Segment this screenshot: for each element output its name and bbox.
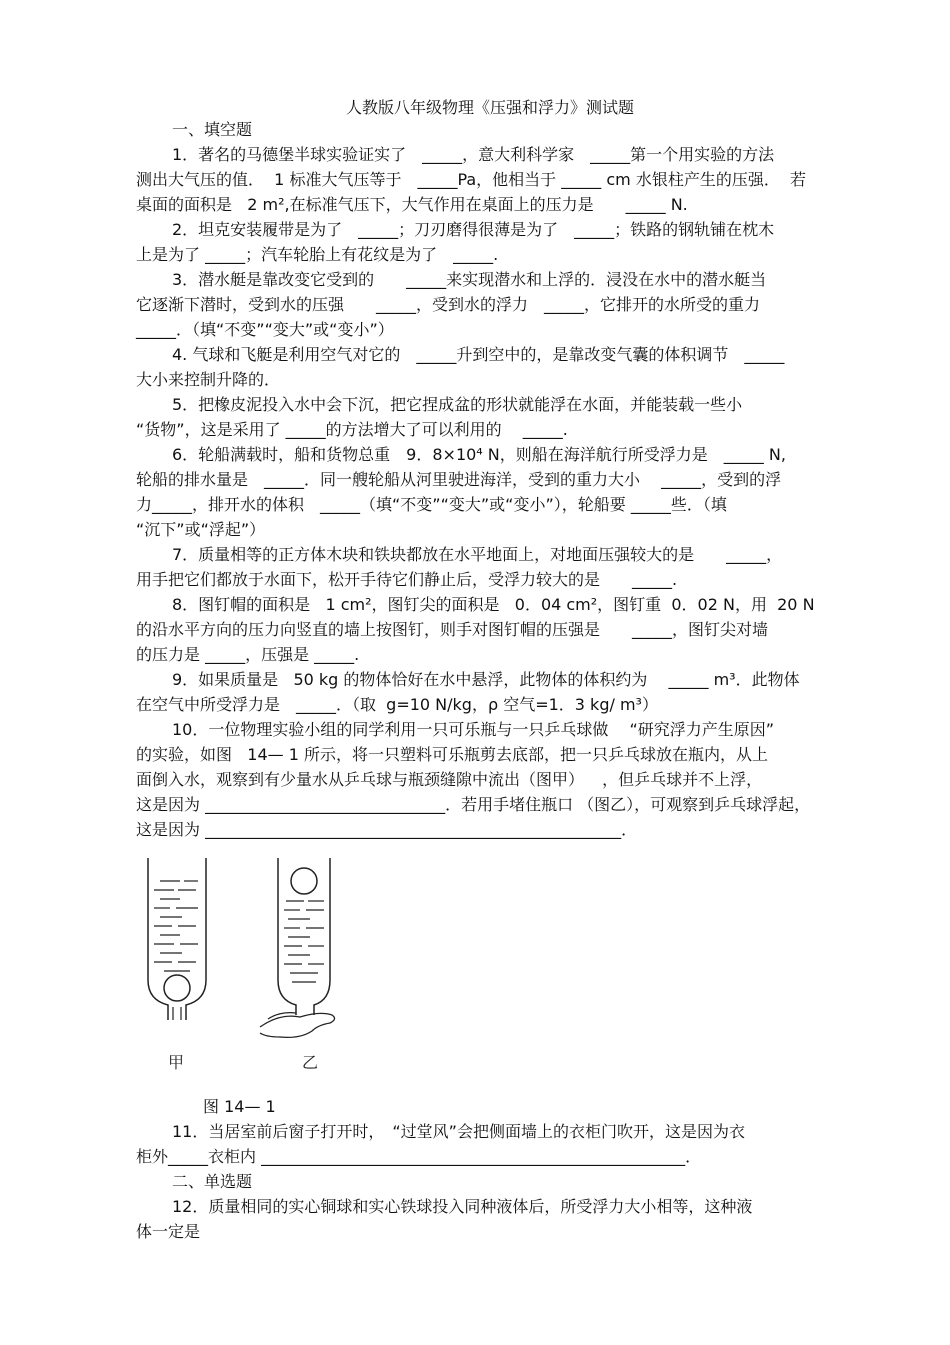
question-line: 的压力是 _____，压强是 _____. [136,645,360,664]
question-line: 9．如果质量是 50 kg 的物体恰好在水中悬浮，此物体的体积约为 _____ m³．此物体 [172,670,800,689]
question-line: _____．（填“不变”“变大”或“变小”） [136,320,394,339]
bottle-a-illustration [148,858,206,1020]
question-line: 它逐渐下潜时，受到水的压强 _____，受到水的浮力 _____，它排开的水所受的重力 [136,295,761,314]
question-line: “货物”，这是采用了 _____的方法增大了可以利用的 _____. [136,420,568,439]
question-line: 1．著名的马德堡半球实验证实了 _____，意大利科学家 _____第一个用实验的方法 [172,145,775,164]
question-line: 在空气中所受浮力是 _____．（取 g=10 N/kg，ρ 空气=1．3 kg/ m³） [136,695,658,714]
question-line: 的沿水平方向的压力向竖直的墙上按图钉，则手对图钉帽的压强是 _____，图钉尖对墙 [136,620,769,639]
figure-label-a: 甲 [168,1053,185,1072]
section-heading-fill: 一、填空题 [172,120,253,139]
question-line: 这是因为 ____________________________________________________． [136,820,638,839]
question-line: 轮船的排水量是 _____．同一艘轮船从河里驶进海洋，受到的重力大小 _____，受到的浮 [136,470,782,489]
question-line: 2．坦克安装履带是为了 _____；刀刃磨得很薄是为了 _____；铁路的钢轨铺在枕木 [172,220,775,239]
question-line: 用手把它们都放于水面下，松开手待它们静止后，受浮力较大的是 _____. [136,570,678,589]
section-heading-single: 二、单选题 [172,1172,253,1191]
question-line: 6．轮船满载时，船和货物总重 9．8×10⁴ N，则船在海洋航行所受浮力是 _____ N, [172,445,786,464]
question-line: 体一定是 [136,1222,201,1241]
question-line: 的实验，如图 14— 1 所示，将一只塑料可乐瓶剪去底部，把一只乒乓球放在瓶内，从上 [136,745,768,764]
question-line: 桌面的面积是 2 m²,在标准气压下，大气作用在桌面上的压力是 _____ N. [136,195,688,214]
page-title: 人教版八年级物理《压强和浮力》测试题 [345,98,634,117]
question-line: 测出大气压的值． 1 标准大气压等于 _____Pa，他相当于 _____ cm 水银柱产生的压强． 若 [136,170,806,189]
question-line: 12．质量相同的实心铜球和实心铁球投入同种液体后，所受浮力大小相等，这种液 [172,1197,753,1216]
bottle-b-illustration [260,858,335,1037]
figure-label-b: 乙 [302,1053,319,1072]
question-line: 8．图钉帽的面积是 1 cm²，图钉尖的面积是 0．04 cm²，图钉重 0．02 N，用 20 N [172,595,815,614]
question-line: 力_____，排开水的体积 _____（填“不变”“变大”或“变小”），轮船要 _____些．（填 [136,495,727,514]
question-line: 4. 气球和飞艇是利用空气对它的 _____升到空中的，是靠改变气囊的体积调节 _____ [172,345,785,364]
question-line: 5．把橡皮泥投入水中会下沉，把它捏成盆的形状就能浮在水面，并能装载一些小 [172,395,743,414]
question-line: 7．质量相等的正方体木块和铁块都放在水平地面上，对地面压强较大的是 _____， [172,545,783,564]
figure-caption: 图 14— 1 [203,1097,276,1116]
figure-14-1 [140,855,360,1075]
question-line: 3．潜水艇是靠改变它受到的 _____来实现潜水和上浮的．浸没在水中的潜水艇当 [172,270,767,289]
question-line: 大小来控制升降的． [136,370,281,389]
question-line: 11．当居室前后窗子打开时， “过堂风”会把侧面墙上的衣柜门吹开，这是因为衣 [172,1122,745,1141]
question-line: 这是因为 ______________________________．若用手堵住瓶口 （图乙），可观察到乒乓球浮起， [136,795,811,814]
question-line: 上是为了 _____；汽车轮胎上有花纹是为了 _____. [136,245,499,264]
question-line: 柜外_____衣柜内 _____________________________________________________． [136,1147,702,1166]
question-line: 10．一位物理实验小组的同学利用一只可乐瓶与一只乒乓球做 “研究浮力产生原因” [172,720,775,739]
question-line: “沉下”或“浮起”） [136,520,266,539]
question-line: 面倒入水，观察到有少量水从乒乓球与瓶颈缝隙中流出（图甲） ，但乒乓球并不上浮， [136,770,763,789]
